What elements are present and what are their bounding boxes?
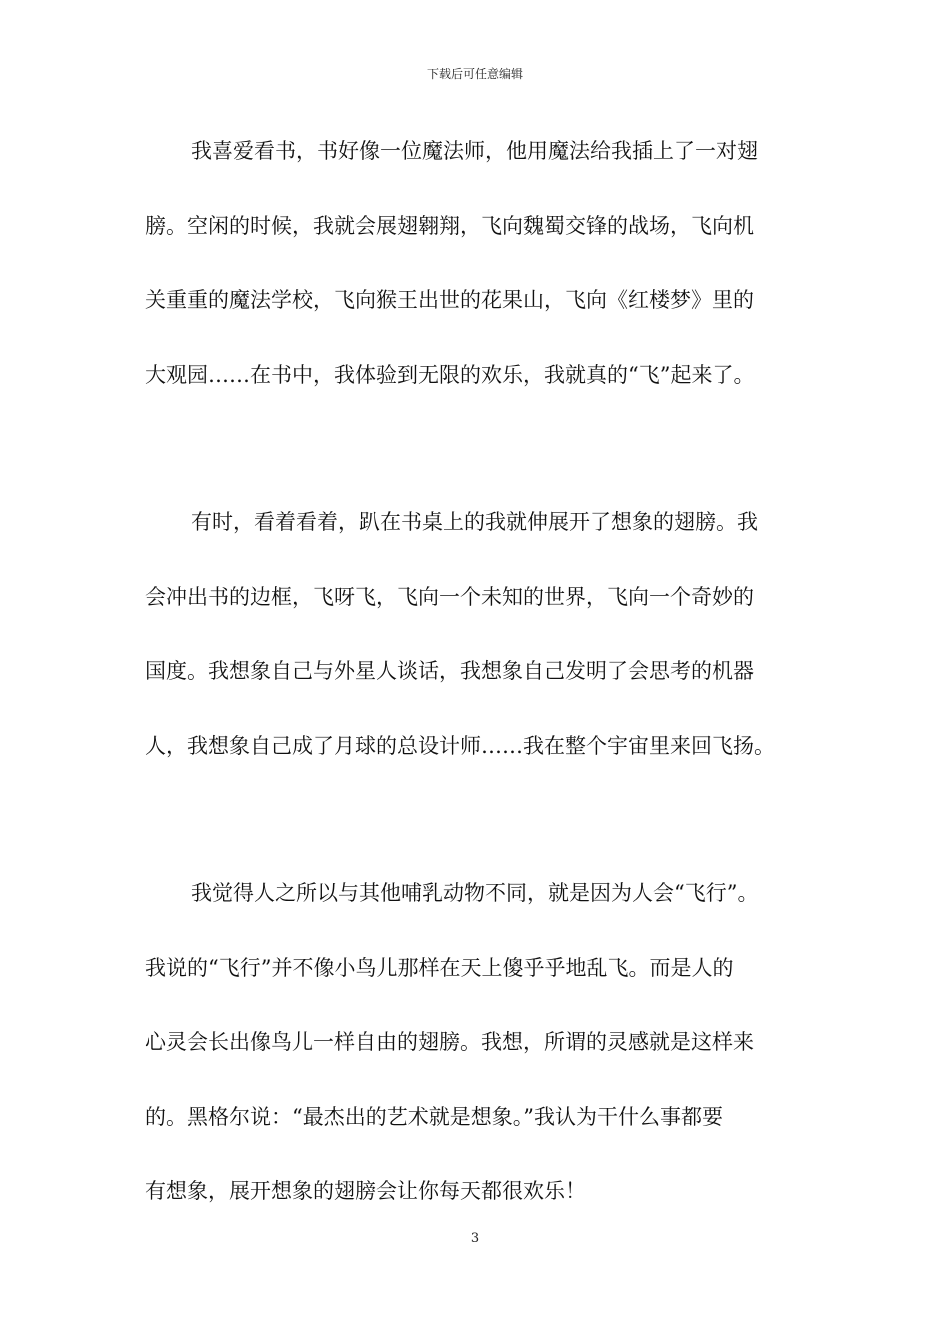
text-line: 有想象，展开想象的翅膀会让你每天都很欢乐！ <box>145 1179 586 1203</box>
text-line: 心灵会长出像鸟儿一样自由的翅膀。我想，所谓的灵感就是这样来 <box>145 1030 754 1054</box>
text-line: 我说的“飞行”并不像小鸟儿那样在天上傻乎乎地乱飞。而是人的 <box>145 955 734 980</box>
text-line: 大观园……在书中，我体验到无限的欢乐，我就真的“飞”起来了。 <box>145 362 755 387</box>
paragraph-1 <box>145 131 807 395</box>
text-line: 膀。空闲的时候，我就会展翅翱翔，飞向魏蜀交锋的战场，飞向机 <box>145 213 754 238</box>
text-line: 的。黑格尔说：“最杰出的艺术就是想象。”我认为干什么事都要 <box>145 1104 723 1129</box>
text-line: 人，我想象自己成了月球的总设计师……我在整个宇宙里来回飞扬。 <box>145 733 775 758</box>
text-line: 我喜爱看书，书好像一位魔法师，他用魔法给我插上了一对翅 <box>191 139 758 163</box>
header-note: 下载后可任意编辑 <box>426 67 523 81</box>
document-body <box>145 131 807 1246</box>
page-number: 3 <box>470 1231 480 1246</box>
paragraph-gap <box>145 800 807 873</box>
text-line: 国度。我想象自己与外星人谈话，我想象自己发明了会思考的机器 <box>145 659 754 683</box>
paragraph-gap <box>145 429 807 502</box>
text-line: 有时，看着看着，趴在书桌上的我就伸展开了想象的翅膀。我 <box>191 510 758 534</box>
paragraph-2 <box>145 502 807 766</box>
paragraph-3 <box>145 873 807 1211</box>
text-line: 我觉得人之所以与其他哺乳动物不同，就是因为人会“飞行”。 <box>191 881 759 905</box>
text-line: 会冲出书的边框，飞呀飞，飞向一个未知的世界，飞向一个奇妙的 <box>145 584 754 609</box>
text-line: 关重重的魔法学校，飞向猴王出世的花果山，飞向《红楼梦》里的 <box>145 288 754 312</box>
